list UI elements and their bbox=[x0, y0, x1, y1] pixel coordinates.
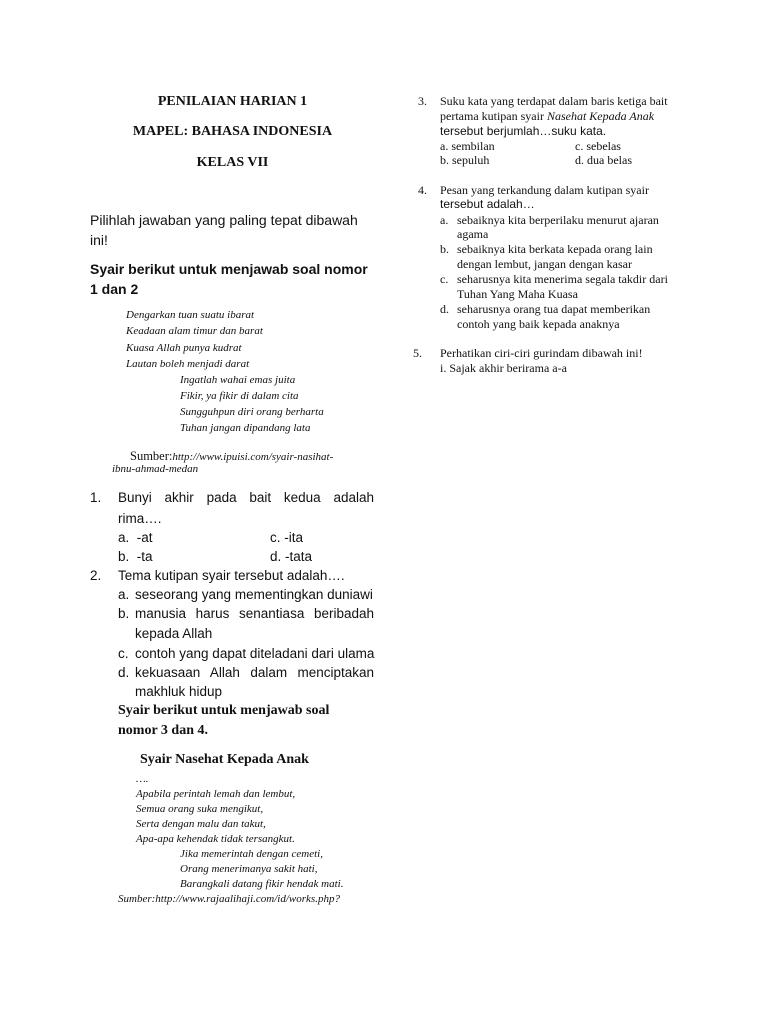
option-letter: c. bbox=[270, 530, 281, 545]
instruction-line-2: ini! bbox=[90, 232, 108, 248]
q4-option-c-letter: c. bbox=[440, 272, 449, 286]
poem-line: Fikir, ya fikir di dalam cita bbox=[180, 390, 299, 402]
poem-line: Apabila perintah lemah dan lembut, bbox=[136, 788, 296, 800]
q2-option-b-cont: kepada Allah bbox=[135, 626, 213, 641]
option-letter: a. bbox=[118, 530, 130, 545]
q4-option-b-cont: dengan lembut, jangan dengan kasar bbox=[457, 257, 632, 271]
q4-stem-line-2: tersebut adalah… bbox=[440, 197, 535, 211]
instruction-line-1: Pilihlah jawaban yang paling tepat dibawah bbox=[90, 212, 358, 228]
q4-option-a[interactable]: sebaiknya kita berperilaku menurut ajaran bbox=[457, 213, 659, 227]
option-text: -at bbox=[136, 530, 153, 545]
option-text: -ta bbox=[136, 549, 153, 564]
option-text: -tata bbox=[285, 549, 313, 564]
q3-option-a[interactable]: a. sembilan bbox=[440, 139, 495, 153]
q3-stem-prefix: pertama kutipan syair bbox=[440, 109, 547, 123]
poem-line: Tuhan jangan dipandang lata bbox=[180, 422, 311, 434]
poem-line: Keadaan alam timur dan barat bbox=[126, 325, 263, 337]
q4-option-d[interactable]: seharusnya orang tua dapat memberikan bbox=[457, 302, 651, 316]
poem-ellipsis: …. bbox=[136, 773, 149, 785]
q4-option-a-cont: agama bbox=[457, 227, 489, 241]
q2-option-a[interactable]: seseorang yang mementingkan duniawi bbox=[135, 587, 373, 602]
q3-poem-title: Nasehat Kepada Anak bbox=[546, 109, 655, 123]
poem-line: Barangkali datang fikir hendak mati. bbox=[180, 878, 344, 890]
poem-line: Jika memerintah dengan cemeti, bbox=[180, 848, 323, 860]
section2-poem-title: Syair Nasehat Kepada Anak bbox=[140, 752, 309, 767]
doc-subject: MAPEL: BAHASA INDONESIA bbox=[132, 124, 333, 139]
poem-line: Dengarkan tuan suatu ibarat bbox=[126, 309, 255, 321]
q2-option-c[interactable]: contoh yang dapat diteladani dari ulama bbox=[135, 646, 375, 661]
poem-line: Orang menerimanya sakit hati, bbox=[180, 863, 318, 875]
q5-number: 5. bbox=[413, 346, 422, 360]
q2-option-c-letter: c. bbox=[118, 646, 129, 661]
poem-line: Serta dengan malu dan takut, bbox=[136, 818, 266, 830]
q2-option-d-cont: makhluk hidup bbox=[135, 684, 223, 699]
option-letter: b. bbox=[118, 549, 130, 564]
q4-option-c-cont: Tuhan Yang Maha Kuasa bbox=[457, 287, 578, 301]
q4-stem-line-1: Pesan yang terkandung dalam kutipan syair bbox=[440, 183, 649, 197]
q1-option-a[interactable] bbox=[118, 530, 153, 545]
q3-number: 3. bbox=[418, 94, 427, 108]
q5-stem: Perhatikan ciri-ciri gurindam dibawah ini! bbox=[440, 346, 643, 360]
q3-option-d[interactable]: d. dua belas bbox=[575, 153, 632, 167]
section1-heading-line-1: Syair berikut untuk menjawab soal nomor bbox=[90, 261, 368, 277]
q1-stem-line-1: Bunyi akhir pada bait kedua adalah bbox=[118, 490, 374, 505]
q4-option-c[interactable]: seharusnya kita menerima segala takdir dari bbox=[457, 272, 668, 286]
poem-line: Lautan boleh menjadi darat bbox=[126, 358, 250, 370]
q4-option-d-letter: d. bbox=[440, 302, 449, 316]
section2-heading-line-1: Syair berikut untuk menjawab soal bbox=[118, 703, 330, 718]
q1-stem-line-2: rima…. bbox=[118, 511, 162, 526]
source-url-cont: ibnu-ahmad-medan bbox=[112, 463, 199, 475]
q4-option-a-letter: a. bbox=[440, 213, 449, 227]
section1-heading-line-2: 1 dan 2 bbox=[90, 281, 139, 297]
source-label: Sumber: bbox=[130, 449, 173, 463]
poem-line: Ingatlah wahai emas juita bbox=[180, 374, 296, 386]
q2-option-d[interactable]: kekuasaan Allah dalam menciptakan bbox=[135, 665, 374, 680]
q3-stem-line-3: tersebut berjumlah…suku kata. bbox=[440, 124, 607, 138]
q2-option-b-letter: b. bbox=[118, 606, 130, 621]
option-letter: d. bbox=[270, 549, 282, 564]
q2-number: 2. bbox=[90, 568, 102, 583]
q4-option-b-letter: b. bbox=[440, 242, 449, 256]
q1-number: 1. bbox=[90, 490, 102, 505]
q2-option-a-letter: a. bbox=[118, 587, 130, 602]
option-text: -ita bbox=[284, 530, 304, 545]
q1-option-c[interactable] bbox=[270, 530, 303, 545]
section2-source: Sumber:http://www.rajaalihaji.com/id/works.php? bbox=[118, 893, 340, 905]
source-url: http://www.ipuisi.com/syair-nasihat- bbox=[172, 451, 334, 463]
q4-option-b[interactable]: sebaiknya kita berkata kepada orang lain bbox=[457, 242, 653, 256]
q2-option-b[interactable]: manusia harus senantiasa beribadah bbox=[135, 606, 374, 621]
poem-line: Sungguhpun diri orang berharta bbox=[180, 406, 324, 418]
q1-option-d[interactable] bbox=[270, 549, 312, 564]
q4-number: 4. bbox=[418, 183, 427, 197]
poem-line: Semua orang suka mengikut, bbox=[136, 803, 264, 815]
q3-stem-line-2 bbox=[440, 109, 654, 124]
doc-title: PENILAIAN HARIAN 1 bbox=[157, 94, 308, 109]
q3-option-c[interactable]: c. sebelas bbox=[575, 139, 621, 153]
q2-option-d-letter: d. bbox=[118, 665, 130, 680]
q1-option-b[interactable] bbox=[118, 549, 153, 564]
q4-option-d-cont: contoh yang baik kepada anaknya bbox=[457, 317, 620, 331]
poem-line: Apa-apa kehendak tidak tersangkut. bbox=[136, 833, 295, 845]
q5-item-i: i. Sajak akhir berirama a-a bbox=[440, 361, 567, 375]
q2-stem: Tema kutipan syair tersebut adalah…. bbox=[118, 568, 345, 583]
poem-line: Kuasa Allah punya kudrat bbox=[126, 342, 242, 354]
section2-heading-line-2: nomor 3 dan 4. bbox=[118, 723, 208, 738]
doc-class: KELAS VII bbox=[196, 155, 269, 170]
q3-option-b[interactable]: b. sepuluh bbox=[440, 153, 490, 167]
q3-stem-line-1: Suku kata yang terdapat dalam baris ketiga bait bbox=[440, 94, 668, 108]
